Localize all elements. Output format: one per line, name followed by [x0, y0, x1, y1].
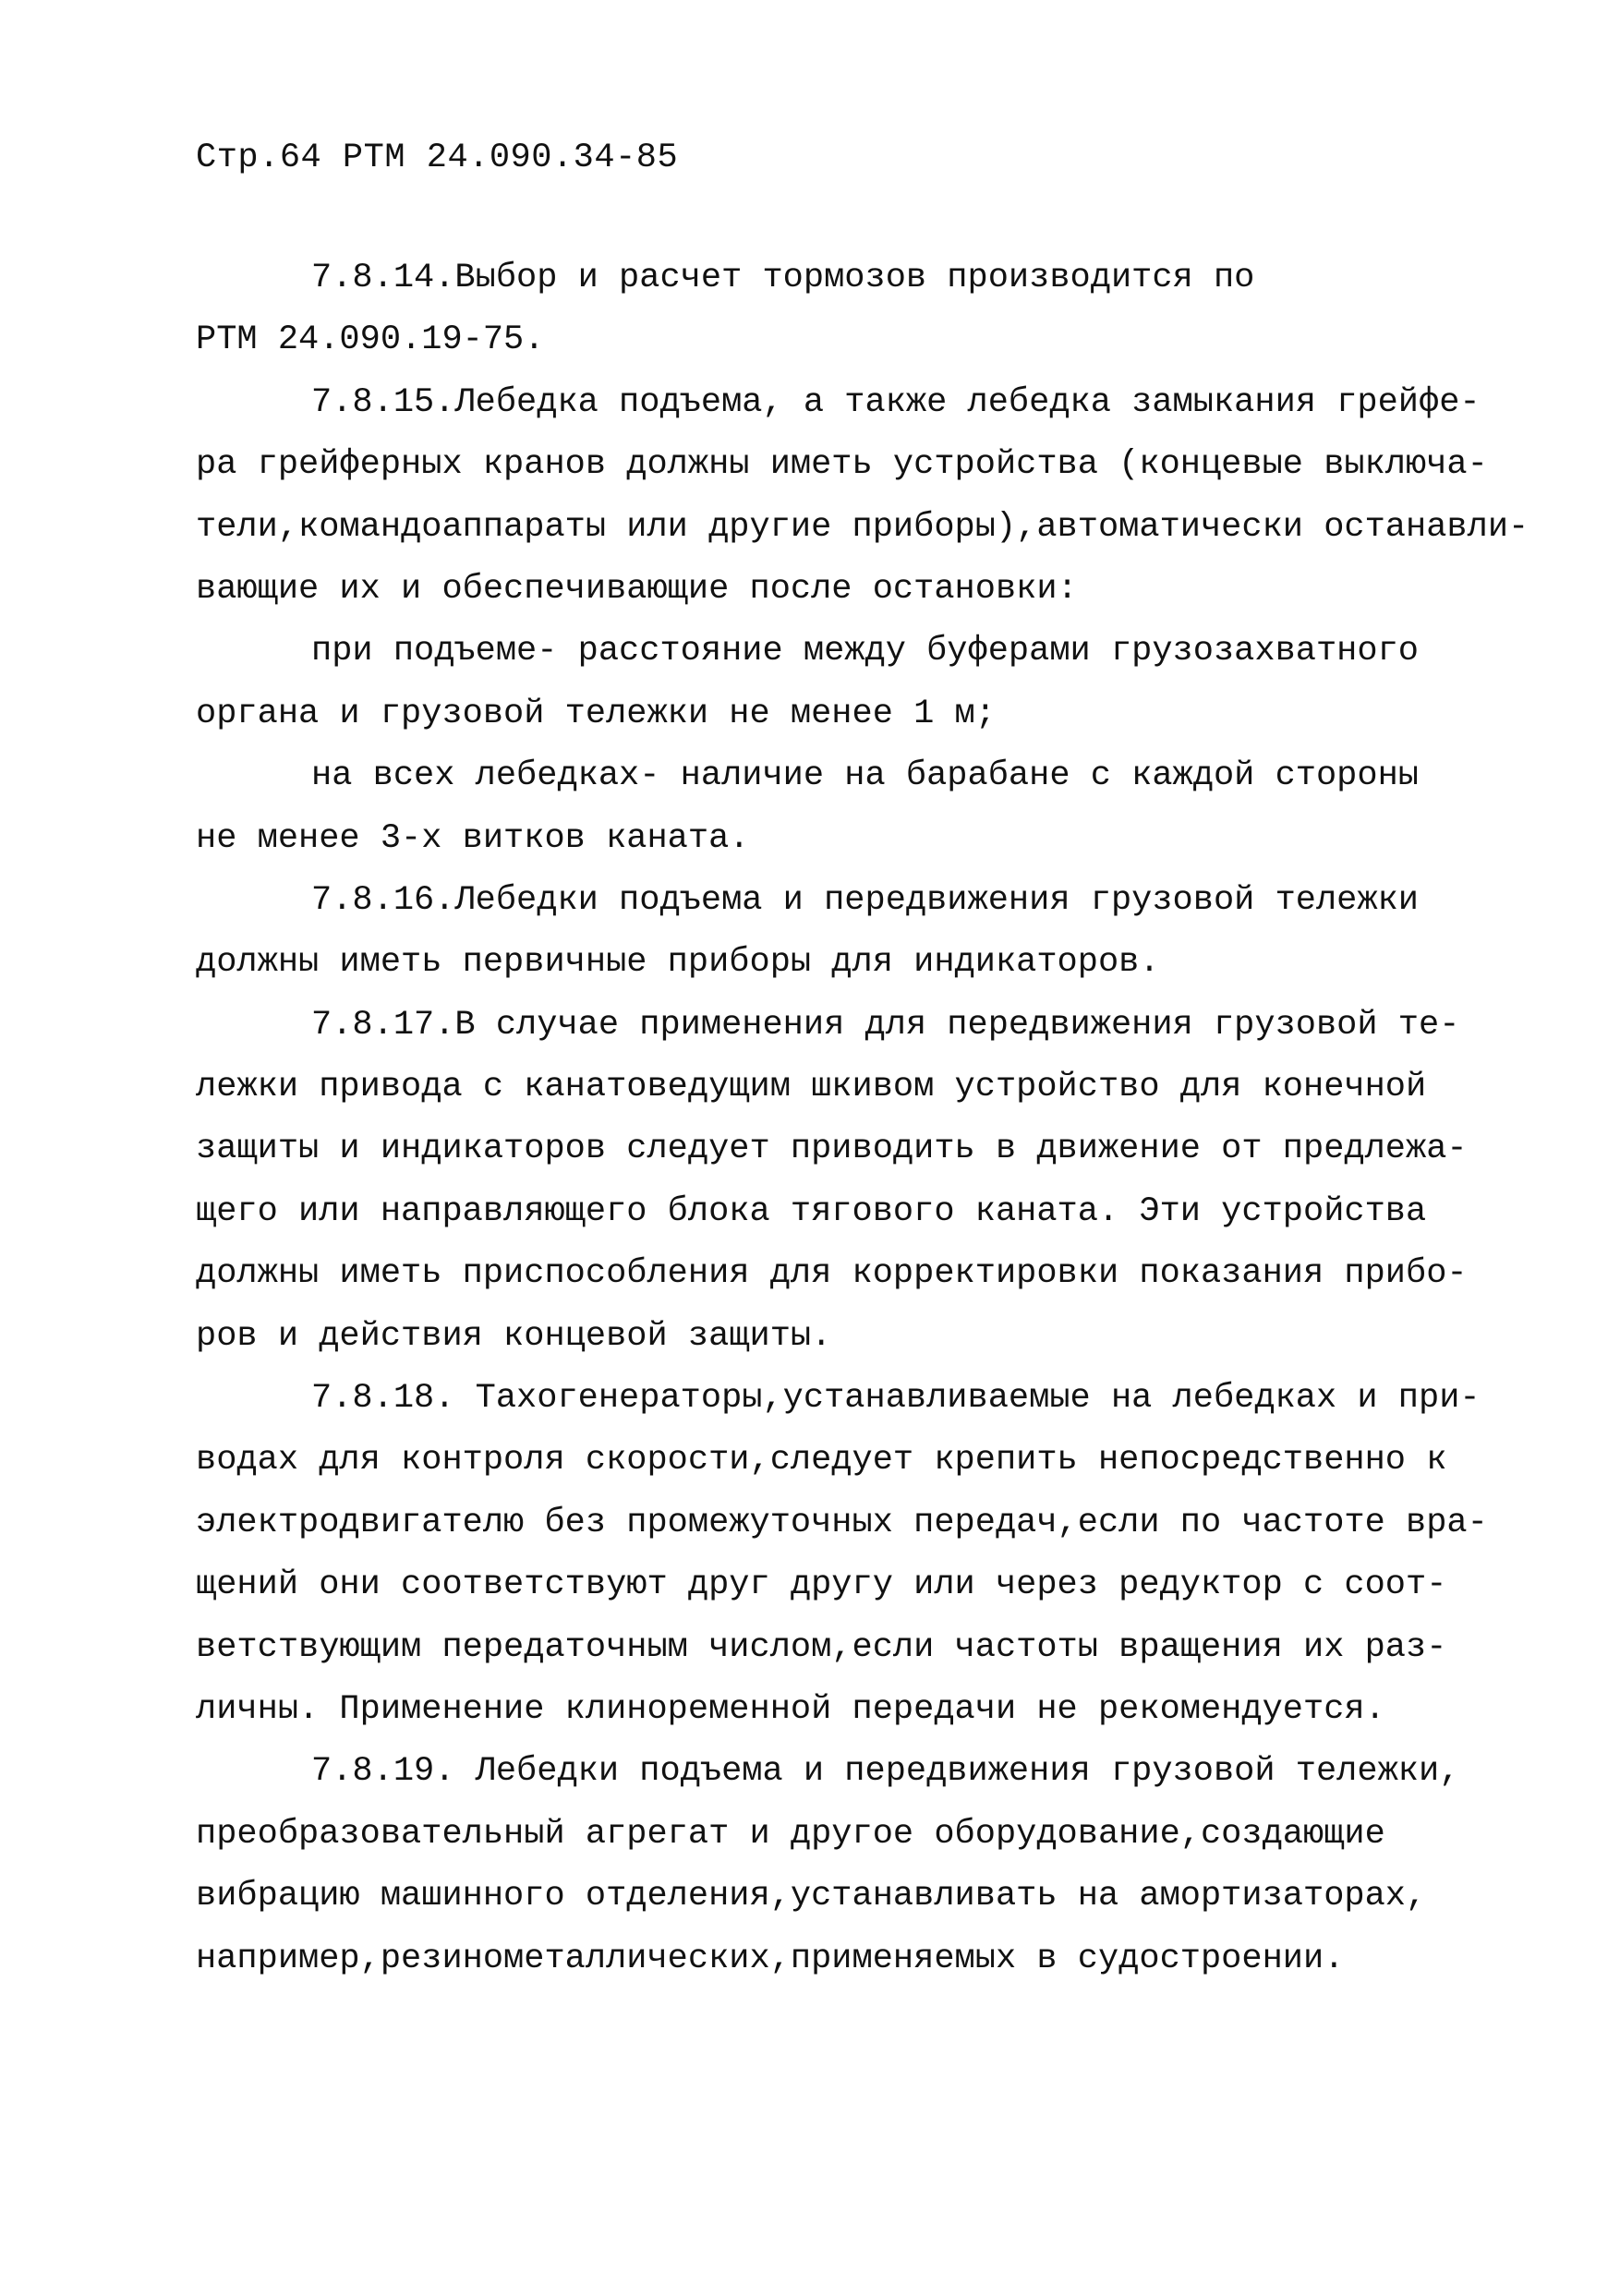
paragraph-7-8-18-line: водах для контроля скорости,следует крепить непосредственно к: [196, 1441, 1447, 1480]
paragraph-7-8-17-line: лежки привода с канатоведущим шкивом устройство для конечной: [196, 1068, 1427, 1107]
paragraph-7-8-16-line: должны иметь первичные приборы для индикаторов.: [196, 943, 1160, 983]
paragraph-7-8-15-line: тели,командоаппараты или другие приборы),автоматически останавли-: [196, 507, 1529, 547]
paragraph-7-8-17-line: защиты и индикаторов следует приводить в движение от предлежа-: [196, 1130, 1468, 1169]
paragraph-7-8-15-line: вающие их и обеспечивающие после остановки:: [196, 569, 1078, 609]
paragraph-7-8-19-line: вибрацию машинного отделения,устанавливать на амортизаторах,: [196, 1877, 1427, 1916]
paragraph-7-8-19-line: преобразовательный агрегат и другое оборудование,создающие: [196, 1814, 1385, 1854]
paragraph-7-8-18-line: ветствующим передаточным числом,если частоты вращения их раз-: [196, 1627, 1447, 1667]
paragraph-7-8-15-line: 7.8.15.Лебедка подъема, а также лебедка замыкания грейфе-: [311, 382, 1481, 422]
paragraph-7-8-18-line: 7.8.18. Тахогенераторы,устанавливаемые на лебедках и при-: [311, 1379, 1481, 1419]
paragraph-7-8-18-line: личны. Применение клиноременной передачи не рекомендуется.: [196, 1689, 1385, 1729]
paragraph-7-8-18-line: щений они соответствуют друг другу или через редуктор с соот-: [196, 1565, 1447, 1605]
paragraph-7-8-14-line: 7.8.14.Выбор и расчет тормозов производится по: [311, 259, 1255, 297]
paragraph-7-8-17-line: должны иметь приспособления для корректировки показания прибо-: [196, 1254, 1468, 1294]
list-item-line: не менее 3-х витков каната.: [196, 818, 750, 858]
list-item-line: на всех лебедках- наличие на барабане с каждой стороны: [311, 756, 1419, 796]
paragraph-7-8-18-line: электродвигателю без промежуточных передач,если по частоте вра-: [196, 1503, 1488, 1542]
list-item-line: органа и грузовой тележки не менее 1 м;: [196, 694, 996, 733]
paragraph-7-8-16-line: 7.8.16.Лебедки подъема и передвижения грузовой тележки: [311, 880, 1419, 920]
paragraph-7-8-19-line: 7.8.19. Лебедки подъема и передвижения грузовой тележки,: [311, 1752, 1460, 1792]
page-header: Стр.64 РТМ 24.090.34-85: [196, 139, 679, 177]
document-body: [196, 248, 1529, 1990]
paragraph-7-8-17-line: 7.8.17.В случае применения для передвижения грузовой те-: [311, 1005, 1460, 1045]
list-item-line: при подъеме- расстояние между буферами грузозахватного: [311, 632, 1419, 671]
paragraph-7-8-17-line: щего или направляющего блока тягового каната. Эти устройства: [196, 1191, 1427, 1231]
paragraph-7-8-19-line: например,резинометаллических,применяемых в судостроении.: [196, 1939, 1345, 1978]
paragraph-7-8-15-line: ра грейферных кранов должны иметь устройства (концевые выключа-: [196, 445, 1488, 485]
paragraph-7-8-14-line: РТМ 24.090.19-75.: [196, 320, 545, 360]
paragraph-7-8-17-line: ров и действия концевой защиты.: [196, 1316, 832, 1356]
